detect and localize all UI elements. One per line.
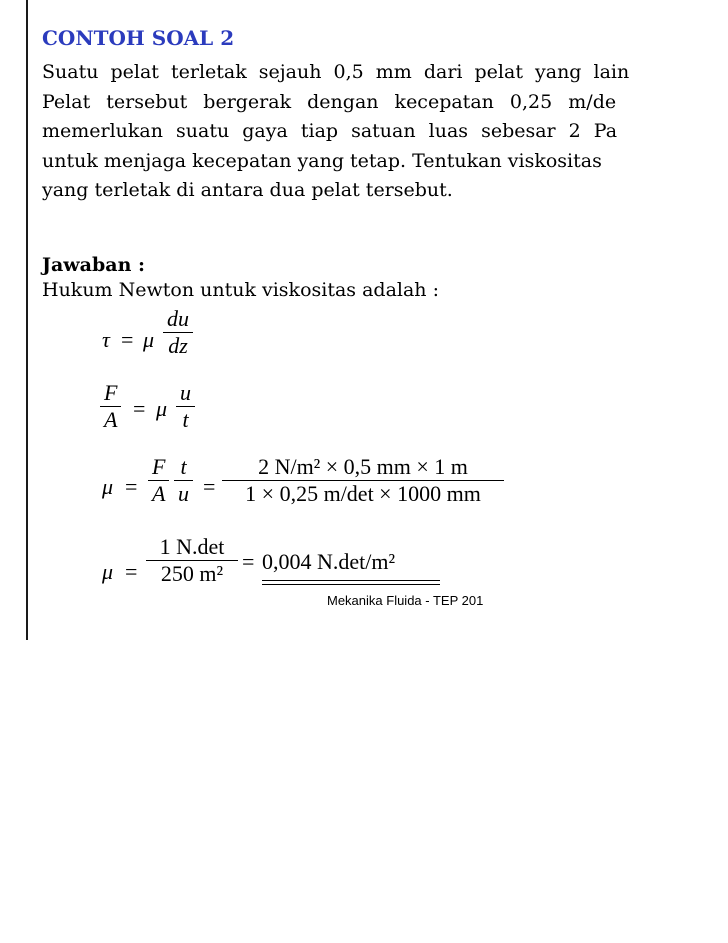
eq4-equals-2: = [242, 549, 255, 574]
eq4-denominator: 250 m² [160, 561, 224, 587]
problem-line: untuk menjaga kecepatan yang tetap. Tentukan viskositas [42, 149, 602, 172]
eq2-numerator: u [180, 380, 191, 405]
eq2-denominator: A [104, 407, 118, 433]
problem-line: Suatu pelat terletak sejauh 0,5 mm dari pelat yang lain [42, 61, 630, 83]
answer-intro: Hukum Newton untuk viskositas adalah : [42, 279, 439, 301]
footer-text: Mekanika Fluida - TEP 201 [327, 593, 484, 608]
eq4-fraction [146, 534, 238, 587]
eq1-denominator: dz [168, 333, 188, 359]
eq3-big-denominator: 1 × 0,25 m/det × 1000 mm [245, 481, 481, 507]
eq1-equals: = [121, 327, 134, 352]
eq3-numerator: t [180, 454, 187, 479]
eq3-denominator: A [152, 481, 166, 507]
eq4-numerator: 1 N.det [159, 534, 225, 559]
result-underline [262, 584, 440, 585]
eq1-mu: μ [143, 327, 155, 352]
eq3-substitution [222, 454, 504, 507]
eq2-force-area [100, 380, 121, 433]
eq2-denominator: t [182, 407, 189, 433]
eq3-equals: = [125, 474, 138, 499]
eq3-denominator: u [178, 481, 189, 507]
eq3-time-velocity [174, 454, 193, 507]
margin-line [26, 0, 28, 640]
eq3-mu: μ [102, 474, 114, 499]
problem-line: yang terletak di antara dua pelat tersebut. [42, 179, 453, 201]
problem-line: memerlukan suatu gaya tiap satuan luas sebesar 2 Pa [42, 120, 618, 142]
eq4-mu: μ [102, 559, 114, 584]
eq3-big-numerator: 2 N/m² × 0,5 mm × 1 m [258, 454, 468, 479]
problem-line: Pelat tersebut bergerak dengan kecepatan 0,25 m/de [42, 90, 617, 113]
eq2-equals: = [133, 396, 146, 421]
problem-paragraph [42, 58, 728, 206]
eq3-force-area [148, 454, 169, 507]
eq1-fraction [163, 306, 193, 359]
eq1-numerator: du [167, 306, 189, 331]
eq3-numerator: F [152, 454, 166, 479]
section-title: CONTOH SOAL 2 [42, 26, 235, 50]
eq4-equals: = [125, 559, 138, 584]
eq2-mu: μ [156, 396, 168, 421]
eq1-tau: τ [102, 327, 110, 352]
result-underline [262, 580, 440, 581]
eq4-result: 0,004 N.det/m² [262, 549, 396, 574]
answer-label: Jawaban : [42, 254, 146, 276]
eq2-velocity-fraction [176, 380, 195, 433]
eq2-numerator: F [104, 380, 118, 405]
eq3-equals-2: = [203, 474, 216, 499]
